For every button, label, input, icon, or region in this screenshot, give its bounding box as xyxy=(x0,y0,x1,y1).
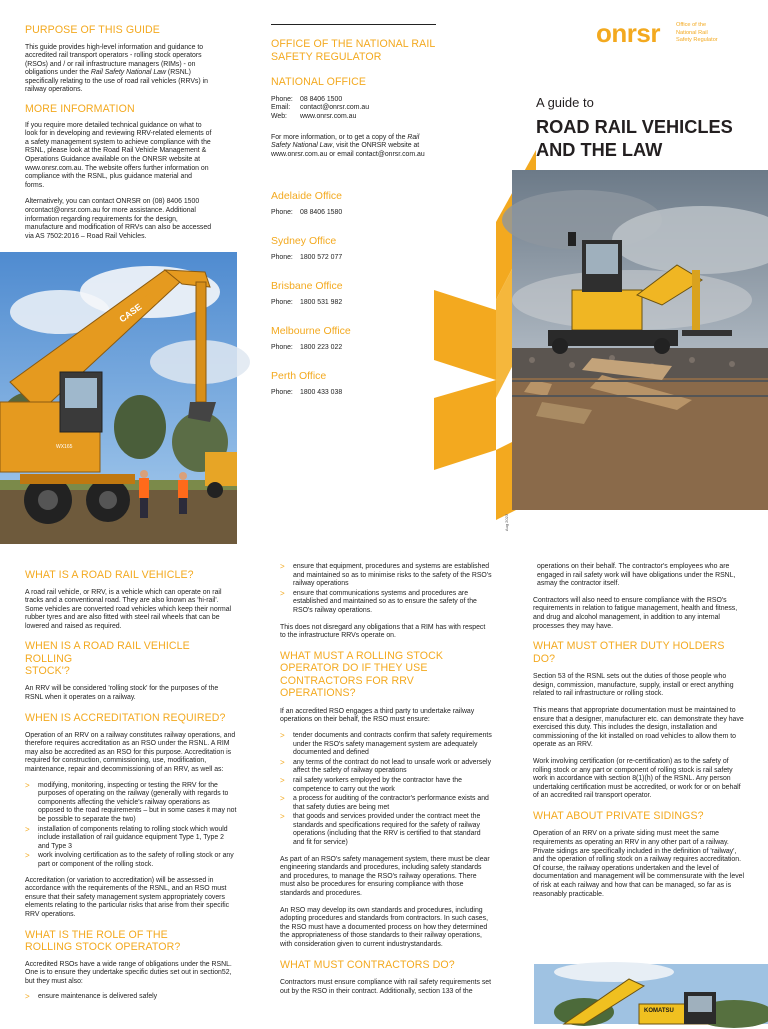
contractor-compliance-text: Contractors will also need to ensure compliance with the RSO's requirements in relation to fatigue management, health and fitness, and drug and alcohol management, in addition to any internal processes they may have. xyxy=(533,596,738,630)
komatsu-excavator-illustration xyxy=(534,964,768,1024)
list-item: > ensure that communications systems and procedures are established and maintained so as to ensure the safety of the RSO's railway operations. xyxy=(280,590,492,616)
branch-phone[interactable]: 08 8406 1580 xyxy=(300,209,343,216)
rrv-definition-heading: WHAT IS A ROAD RAIL VEHICLE? xyxy=(25,569,194,581)
rso-role-bullets xyxy=(25,993,237,1002)
more-info-contact-text: For more information, or to get a copy of the Rail Safety National Law, visit the ONRSR website at www.onrsr.com.au or email contact@onrsr.com.au xyxy=(271,133,425,159)
logo-wordmark: onrsr xyxy=(596,18,660,48)
list-item: > that goods and services provided under the contract meet the standards and specifications required for the safety of railway operations (including that the RRV is certified to that standard and fit for service) xyxy=(280,813,492,847)
national-email-link[interactable]: contact@onrsr.com.au xyxy=(300,104,370,112)
contact-row: Phone: 08 8406 1500 xyxy=(271,95,343,103)
list-item: > rail safety workers employed by the contractor have the competence to carry out the work xyxy=(280,777,492,794)
column-2 xyxy=(280,563,492,996)
contractor-employees-text: operations on their behalf. The contractor's employees who are engaged in rail safety work will have obligations under the RSNL, asmay the contractor itself. xyxy=(537,563,736,588)
purpose-heading: PURPOSE OF THIS GUIDE xyxy=(25,24,160,36)
more-info-heading: MORE INFORMATION xyxy=(25,103,135,116)
cover-title: ROAD RAIL VEHICLES AND THE LAW xyxy=(536,117,733,160)
rrv-definition-text: A road rail vehicle, or RRV, is a vehicle which can operate on rail tracks and a conventional road. They are also known as 'hi-rail'. Some vehicles are converted road vehicles which keep their normal rubber tyres and are also fitted with steel rail wheels that can be lowered and raised as required. xyxy=(25,588,232,630)
contact-row: Web: www.onrsr.com.au xyxy=(271,113,357,121)
rso-role-text: Accredited RSOs have a wide range of obligations under the RSNL. One is to ensure they undertake specific duties set out in section52, but they must also: xyxy=(25,960,232,985)
excavator-illustration xyxy=(0,252,237,544)
list-item: > ensure that equipment, procedures and systems are established and maintained so as to minimise risks to the safety of the RSO's railway operations xyxy=(280,563,492,589)
contact-row: Email: contact@onrsr.com.au xyxy=(271,104,370,112)
other-duty-holders-heading: WHAT MUST OTHER DUTY HOLDERS DO? xyxy=(533,640,725,665)
list-item: > modifying, monitoring, inspecting or testing the RRV for the purposes of operating on the railway (generally with regards to components affecting the vehicle's railway operations as opposed to the road requirements – but in some cases it may not be possible to separate the two) xyxy=(25,782,237,825)
contractors-heading: WHAT MUST CONTRACTORS DO? xyxy=(280,958,455,971)
branch-office-sydney: Sydney Office Phone: 1800 572 077 xyxy=(271,235,343,261)
logo-subtitle: Office of the National Rail Safety Regulator xyxy=(676,22,718,44)
national-web-link[interactable]: www.onrsr.com.au xyxy=(300,113,357,121)
excavator-model-label: WX165 xyxy=(56,444,73,450)
list-item: > any terms of the contract do not lead to unsafe work or adversely affect the safety of railway operations xyxy=(280,759,492,776)
national-phone[interactable]: 08 8406 1500 xyxy=(300,95,343,103)
contractors-text: Contractors must ensure compliance with rail safety requirements set out by the RSO in their contract. Additionally, section 133 of the xyxy=(280,979,492,995)
branch-phone[interactable]: 1800 433 038 xyxy=(300,389,343,396)
cover-photo xyxy=(504,170,768,532)
branch-office-brisbane: Brisbane Office Phone: 1800 531 982 xyxy=(271,280,343,306)
list-item: > a process for auditing of the contractor's performance exists and that safety duties are being met xyxy=(280,795,492,812)
private-sidings-heading: WHAT ABOUT PRIVATE SIDINGS? xyxy=(533,809,704,822)
excavator-photo-left xyxy=(0,252,237,544)
branch-office-adelaide: Adelaide Office Phone: 08 8406 1580 xyxy=(271,190,343,216)
rso-role-heading: WHAT IS THE ROLE OF THE ROLLING STOCK OPERATOR? xyxy=(25,928,181,954)
contractors-rso-heading: WHAT MUST A ROLLING STOCK OPERATOR DO IF THEY USE CONTRACTORS FOR RRV OPERATIONS? xyxy=(280,649,444,700)
list-item: > installation of components relating to rolling stock which would include installation of rail guidance equipment Type 1, Type 2 and Type 3 xyxy=(25,826,237,852)
more-info-body-2: Alternatively, you can contact ONRSR on (08) 8406 1500 orcontact@onrsr.com.au for more assistance. Additional information regarding requirements for the design, manufacture and modification of RRVs can also be accessed via AS 7502:2016 – Road Rail Vehicles. xyxy=(25,198,212,240)
excavator-brand-label-bottom: KOMATSU xyxy=(644,1008,674,1014)
rim-obligations-text: This does not disregard any obligations that a RIM has with respect to the infrastructure RRVs operate on. xyxy=(280,623,486,640)
column-3 xyxy=(533,563,745,899)
contractors-rso-text: If an accredited RSO engages a third party to undertake railway operations on their behalf, the RSO must ensure: xyxy=(280,707,475,724)
standards-text: An RSO may develop its own standards and procedures, including adopting procedures and standards from contractors. In such cases, the RSO must have a documented process on how they determined the appropriateness of those standards to their railway operations, with consideration given to current industrystandards. xyxy=(280,906,488,948)
branch-phone[interactable]: 1800 572 077 xyxy=(300,254,343,261)
cover-title-block xyxy=(536,95,756,161)
accreditation-assessment-text: Accreditation (or variation to accreditation) will be assessed in accordance with the requirements of the RSNL, and an RSO must ensure that their safety management system appropriately covers elements relating to the particular risks that arise from their specific RRV operations. xyxy=(25,876,230,918)
documentation-text: This means that appropriate documentation must be maintained to ensure that a designer, manufacturer etc. can demonstrate they have exercised this duty. This includes the design, installation and commissioning of the kit installed on road vehicles to allow them to operate as an RRV. xyxy=(533,706,744,749)
branch-phone[interactable]: 1800 531 982 xyxy=(300,299,343,306)
national-office-contacts xyxy=(271,96,436,122)
office-section xyxy=(271,38,436,160)
list-item: > ensure maintenance is delivered safely xyxy=(25,993,237,1002)
branch-phone[interactable]: 1800 223 022 xyxy=(300,344,343,351)
excavator-photo-bottom xyxy=(534,964,768,1024)
list-item: > tender documents and contracts confirm that safety requirements under the RSO's safety management system are adequately documented and defined xyxy=(280,732,492,758)
accreditation-heading: WHEN IS ACCREDITATION REQUIRED? xyxy=(25,712,226,725)
purpose-section xyxy=(25,24,213,241)
accreditation-text: Operation of an RRV on a railway constitutes railway operations, and therefore requires accreditation as an RSO under the RSNL. A RIM may also be accredited as an RSO for this purpose. Accreditation is required for construction, commissioning, use, modification, maintenance, repair and decommissioning of an RRV, as well as: xyxy=(25,731,236,774)
private-sidings-text: Operation of an RRV on a private siding must meet the same requirements as operating an RRV in any other part of a railway. Private sidings are specifically included in the definition of 'railway', and the operation of rolling stock on a railway requires accreditation. Of course, the railway operations undertaken and the level of documentation and management will be commensurate with the level of risk at each railway and how that can be managed, so far as is reasonably practicable. xyxy=(533,830,745,898)
accreditation-bullets xyxy=(25,782,237,870)
rolling-stock-text: An RRV will be considered 'rolling stock' for the purposes of the RSNL when it operates on a railway. xyxy=(25,684,219,701)
section-53-text: Section 53 of the RSNL sets out the duties of those people who design, commission, manufacture, supply, install or erect anything related to rail infrastructure or rolling stock. xyxy=(533,673,734,698)
column-1 xyxy=(25,569,237,1003)
rso-duties-bullets xyxy=(280,563,492,616)
cover-date: Aug 2023 xyxy=(504,513,510,532)
top-divider xyxy=(271,24,436,25)
cover-kicker: A guide to xyxy=(536,95,594,110)
rolling-stock-heading: WHEN IS A ROAD RAIL VEHICLE ROLLING STOCK'? xyxy=(25,640,190,678)
branch-offices xyxy=(271,190,436,415)
list-item: > work involving certification as to the safety of rolling stock or any part or component of the rolling stock. xyxy=(25,852,237,869)
excavator-brand-label: CASE xyxy=(117,301,144,325)
branch-office-perth: Perth Office Phone: 1800 433 038 xyxy=(271,370,343,396)
purpose-body: This guide provides high-level information and guidance to accredited rail transport operators - rolling stock operators (RSOs) and / or rail infrastructure managers (RIMs) - on obligations under the Rail Safety National Law (RSNL) specifically relating to the use of road rail vehicles (RRVs) in railway operations. xyxy=(25,43,208,94)
office-heading: OFFICE OF THE NATIONAL RAIL SAFETY REGULATOR xyxy=(271,38,435,63)
rrv-on-track-illustration xyxy=(512,170,768,510)
branch-office-melbourne: Melbourne Office Phone: 1800 223 022 xyxy=(271,325,351,351)
more-info-body-1: If you require more detailed technical guidance on what to look for in developing and reviewing RRV-related elements of a safety management system to achieve compliance with the RSNL, please look at the Road Rail Vehicle Management & Operations Guidance available on the ONRSR website at www.onrsr.com.au. The website offers further information on compliance with the RSNL, plus guidance material and forms. xyxy=(25,121,212,189)
contractor-bullets xyxy=(280,732,492,848)
national-office-heading: NATIONAL OFFICE xyxy=(271,76,367,88)
safety-management-text: As part of an RSO's safety management system, there must be clear engineering standards and procedures, including safety standards and procedures, to manage the RSO's railway operations. There must also be procedures for ensuring compliance with those standards and procedures. xyxy=(280,855,490,898)
onrsr-logo xyxy=(596,20,756,50)
certification-text: Work involving certification (or re-certification) as to the safety of rolling stock or any part or component of rolling stock is rail safety work in accordance with section 8(1)(h) of the RSNL. Any person undertaking certification must be accredited, or work for or on behalf of an accredited rail transport operator. xyxy=(533,757,741,800)
